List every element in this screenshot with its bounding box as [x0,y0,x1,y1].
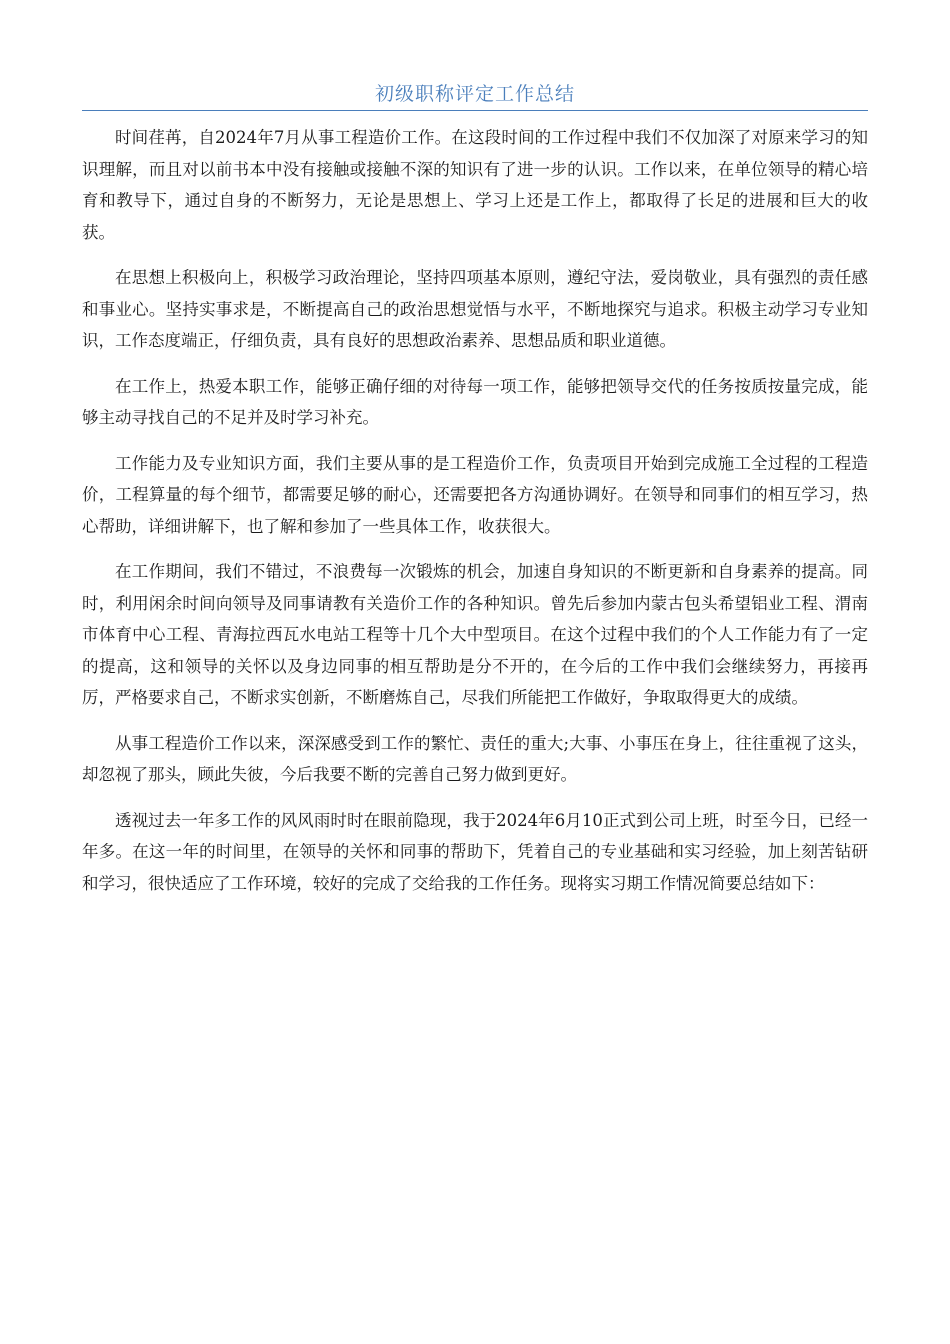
paragraph-3: 在工作上，热爱本职工作，能够正确仔细的对待每一项工作，能够把领导交代的任务按质按量完成，能够主动寻找自己的不足并及时学习补充。 [82,376,868,427]
paragraph-4: 工作能力及专业知识方面，我们主要从事的是工程造价工作，负责项目开始到完成施工全过程的工程造价，工程算量的每个细节，都需要足够的耐心，还需要把各方沟通协调好。在领导和同事们的相互学习，热心帮助，详细讲解下，也了解和参加了一些具体工作，收获很大。 [82,453,868,536]
paragraph-5: 在工作期间，我们不错过，不浪费每一次锻炼的机会，加速自身知识的不断更新和自身素养的提高。同时，利用闲余时间向领导及同事请教有关造价工作的各种知识。曾先后参加内蒙古包头希望铝业工程、渭南市体育中心工程、青海拉西瓦水电站工程等十几个大中型项目。在这个过程中我们的个人工作能力有了一定的提高，这和领导的关怀以及身边同事的相互帮助是分不开的，在今后的工作中我们会继续努力，再接再厉，严格要求自己，不断求实创新，不断磨炼自己，尽我们所能把工作做好，争取取得更大的成绩。 [82,562,868,707]
paragraph-2: 在思想上积极向上，积极学习政治理论，坚持四项基本原则，遵纪守法，爱岗敬业，具有强烈的责任感和事业心。坚持实事求是，不断提高自己的政治思想觉悟与水平，不断地探究与追求。积极主动学习专业知识，工作态度端正，仔细负责，具有良好的思想政治素养、思想品质和职业道德。 [82,268,868,350]
document-body [82,122,868,913]
page-header [82,78,868,111]
paragraph-1: 时间荏苒，自2024年7月从事工程造价工作。在这段时间的工作过程中我们不仅加深了对原来学习的知识理解，而且对以前书本中没有接触或接触不深的知识有了进一步的认识。工作以来，在单位领导的精心培育和教导下，通过自身的不断努力，无论是思想上、学习上还是工作上，都取得了长足的进展和巨大的收获。 [82,128,868,242]
page-title: 初级职称评定工作总结 [374,83,575,105]
paragraph-6: 从事工程造价工作以来，深深感受到工作的繁忙、责任的重大;大事、小事压在身上，往往重视了这头，却忽视了那头，顾此失彼，今后我要不断的完善自己努力做到更好。 [82,733,868,784]
paragraph-7: 透视过去一年多工作的风风雨时时在眼前隐现，我于2024年6月10正式到公司上班，时至今日，已经一年多。在这一年的时间里，在领导的关怀和同事的帮助下，凭着自己的专业基础和实习经验，加上刻苦钻研和学习，很快适应了工作环境，较好的完成了交给我的工作任务。现将实习期工作情况简要总结如下： [82,810,868,893]
